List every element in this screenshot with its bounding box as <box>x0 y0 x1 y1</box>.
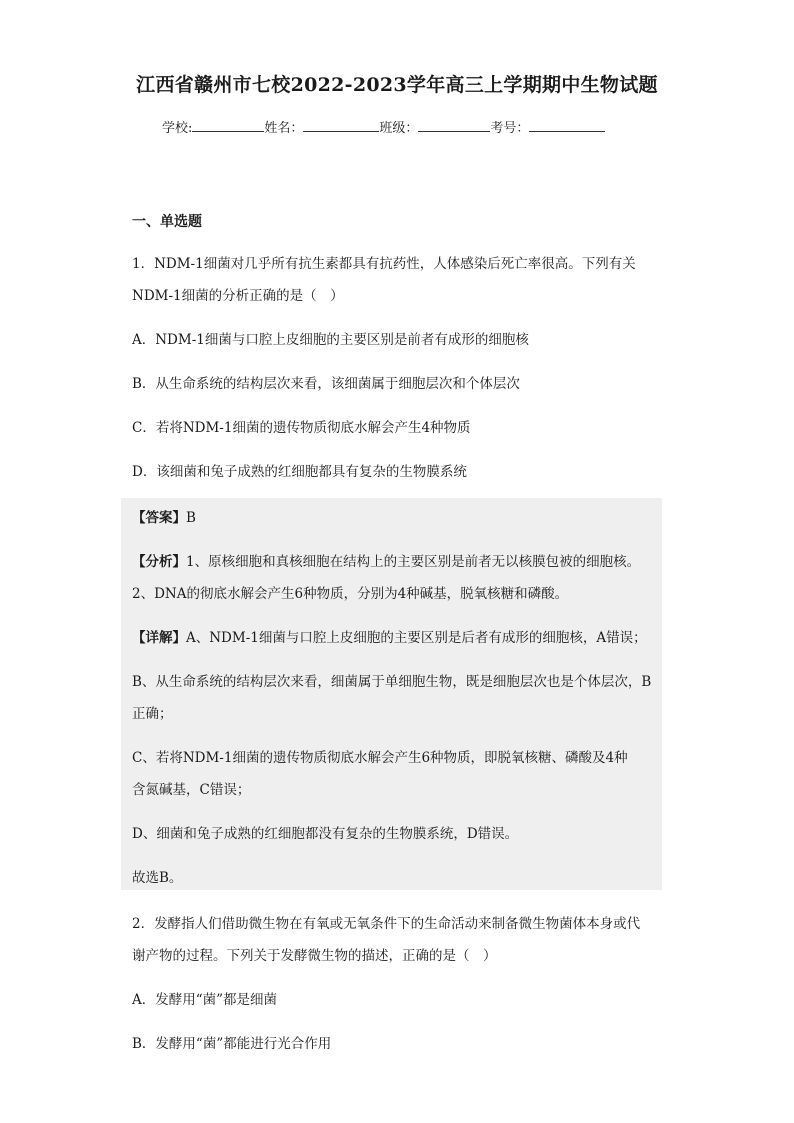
detail-line-d: D、细菌和兔子成熟的红细胞都没有复杂的生物膜系统，D错误。 <box>132 826 519 842</box>
analysis-tag: 【分析】 <box>132 554 186 570</box>
name-label: 姓名： <box>264 121 304 136</box>
q1-stem-line1: 1．NDM-1细菌对几乎所有抗生素都具有抗药性，人体感染后死亡率很高。下列有关 <box>132 256 636 272</box>
school-label: 学校: <box>162 121 193 136</box>
q2-stem-line2: 谢产物的过程。下列关于发酵微生物的描述，正确的是（ ） <box>132 948 497 964</box>
exam-no-field <box>490 117 605 136</box>
q2-option-a: A．发酵用“菌”都是细菌 <box>132 992 278 1008</box>
detail-line-a <box>132 626 647 646</box>
answer-line <box>132 506 196 526</box>
q2-option-b: B．发酵用“菌”都能进行光合作用 <box>132 1036 332 1052</box>
class-label: 班级： <box>379 121 419 136</box>
analysis-line2: 2、DNA的彻底水解会产生6种物质，分别为4种碱基，脱氧核糖和磷酸。 <box>132 586 569 602</box>
page-title: 江西省赣州市七校2022-2023学年高三上学期期中生物试题 <box>136 74 658 96</box>
exam-no-blank <box>529 118 605 132</box>
detail-line-c2: 含氮碱基，C错误； <box>132 782 251 798</box>
detail-tag: 【详解】 <box>132 630 186 646</box>
q1-stem-line2: NDM-1细菌的分析正确的是（ ） <box>132 288 344 304</box>
q1-option-b: B．从生命系统的结构层次来看，该细菌属于细胞层次和个体层次 <box>132 376 520 392</box>
detail-line-c1: C、若将NDM-1细菌的遗传物质彻底水解会产生6种物质，即脱氧核糖、磷酸及4种 <box>132 750 628 766</box>
analysis-text1: 1、原核细胞和真核细胞在结构上的主要区别是前者无以核膜包被的细胞核。 <box>186 554 641 570</box>
section-heading: 一、单选题 <box>132 214 202 230</box>
detail-line-b1: B、从生命系统的结构层次来看，细菌属于单细胞生物，既是细胞层次也是个体层次，B <box>132 674 652 690</box>
class-field <box>379 117 490 136</box>
detail-a-text: A、NDM-1细菌与口腔上皮细胞的主要区别是后者有成形的细胞核，A错误； <box>186 630 647 646</box>
school-blank <box>192 118 264 132</box>
conclusion-line: 故选B。 <box>132 870 183 886</box>
q1-option-a: A．NDM-1细菌与口腔上皮细胞的主要区别是前者有成形的细胞核 <box>132 332 529 348</box>
exam-no-label: 考号： <box>490 121 530 136</box>
name-field <box>264 117 379 136</box>
name-blank <box>303 118 379 132</box>
school-field <box>162 117 264 136</box>
detail-line-b2: 正确； <box>132 706 173 722</box>
analysis-line1 <box>132 550 640 570</box>
class-blank <box>418 118 490 132</box>
student-info-line <box>162 117 605 136</box>
q1-option-c: C．若将NDM-1细菌的遗传物质彻底水解会产生4种物质 <box>132 420 471 436</box>
answer-tag: 【答案】 <box>132 510 186 526</box>
q1-option-d: D．该细菌和兔子成熟的红细胞都具有复杂的生物膜系统 <box>132 464 467 480</box>
q2-stem-line1: 2．发酵指人们借助微生物在有氧或无氧条件下的生命活动来制备微生物菌体本身或代 <box>132 916 641 932</box>
answer-value: B <box>186 510 196 526</box>
